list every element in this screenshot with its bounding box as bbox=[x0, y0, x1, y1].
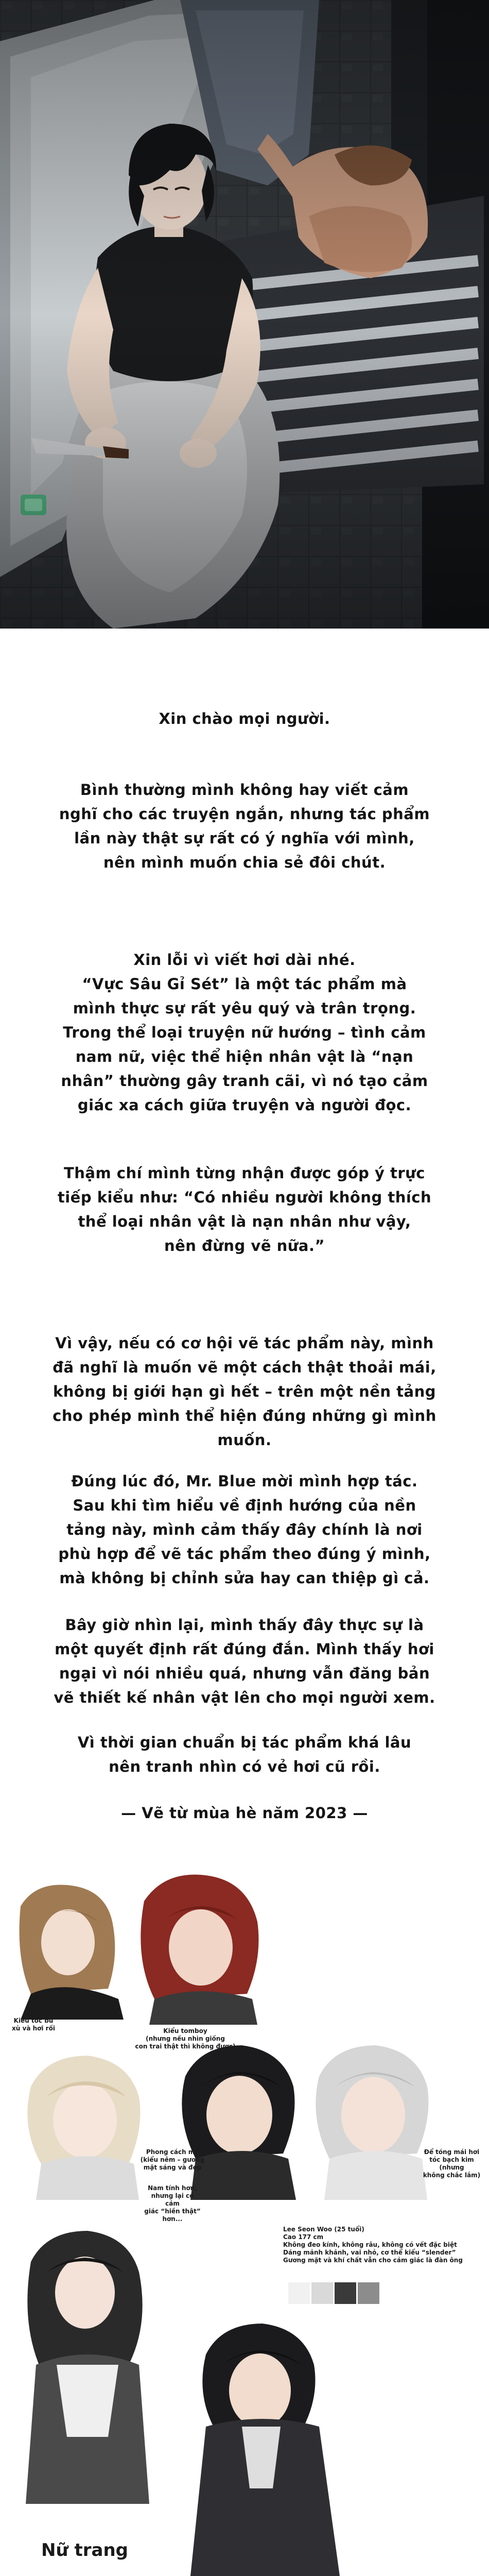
sketch-wavy-hair bbox=[20, 1885, 124, 2020]
sketch-dark-hair bbox=[182, 2045, 296, 2200]
note-line: Xin lỗi vì viết hơi dài nhé. bbox=[133, 951, 356, 969]
sketch-pale-bowl-cut bbox=[27, 2056, 140, 2200]
caption-masculine: Nam tính hơn, nhưng lại có cảm giác “hiền thật” hơn... bbox=[144, 2184, 201, 2223]
color-swatch bbox=[288, 2282, 310, 2304]
note-line: không bị giới hạn gì hết – trên một nền tảng bbox=[53, 1383, 436, 1400]
caption-profile: Lee Seon Woo (25 tuổi) Cao 177 cm Không đeo kính, không râu, không có vết đặc biệt Dáng mảnh khảnh, vai nhỏ, cơ thể kiểu “slender” Gương mặt và khí chất vẫn cho cảm giác là đàn ông bbox=[283, 2226, 463, 2264]
color-swatch bbox=[311, 2282, 333, 2304]
note-line: Thậm chí mình từng nhận được góp ý trực bbox=[64, 1164, 425, 1182]
note-line: lần này thật sự rất có ý nghĩa với mình, bbox=[74, 829, 415, 847]
note-line: tảng này, mình cảm thấy đây chính là nơi bbox=[66, 1521, 423, 1538]
note-line: Sau khi tìm hiểu về định hướng của nền bbox=[73, 1497, 416, 1514]
note-line: nên tranh nhìn có vẻ hơi cũ rồi. bbox=[109, 1758, 380, 1775]
author-note bbox=[0, 629, 489, 1870]
caption-pale-hair: Để tóng mái hơi tóc bạch kim (nhưng không chắc lắm) bbox=[423, 2148, 481, 2179]
caption-inner-hair: Phong cách mỹ (kiểu nêm – gương mặt sáng và đẹp bbox=[140, 2148, 205, 2171]
sketch-female-outfit bbox=[26, 2231, 149, 2504]
note-line: phù hợp để vẽ tác phẩm theo đúng ý mình, bbox=[58, 1545, 431, 1563]
note-line: cho phép mình thể hiện đúng những gì mình bbox=[53, 1407, 436, 1425]
note-line: Bây giờ nhìn lại, mình thấy đây thực sự là bbox=[65, 1616, 424, 1634]
note-line: nam nữ, việc thể hiện nhân vật là “nạn bbox=[75, 1048, 414, 1065]
comic-illustration bbox=[0, 0, 489, 629]
note-line: đã nghĩ là muốn vẽ một cách thật thoải mái, bbox=[53, 1359, 436, 1376]
note-line: giác xa cách giữa truyện và người đọc. bbox=[77, 1096, 412, 1114]
caption-tomboy: Kiểu tomboy (nhưng nếu nhìn giống con trai thật thì không được) bbox=[135, 2027, 236, 2050]
note-line: nên mình muốn chia sẻ đôi chút. bbox=[103, 854, 386, 871]
note-line: nghĩ cho các truyện ngắn, nhưng tác phẩm bbox=[59, 805, 430, 823]
note-greeting: Xin chào mọi người. bbox=[159, 710, 330, 727]
color-swatch bbox=[335, 2282, 356, 2304]
note-line: mình thực sự rất yêu quý và trân trọng. bbox=[73, 999, 416, 1017]
note-line: mà không bị chỉnh sửa hay can thiệp gì cả. bbox=[59, 1569, 430, 1587]
note-line: vẽ thiết kế nhân vật lên cho mọi người xem. bbox=[54, 1689, 435, 1706]
note-line: “Vực Sâu Gỉ Sét” là một tác phẩm mà bbox=[82, 975, 407, 993]
note-line: nên đừng vẽ nữa.” bbox=[164, 1237, 325, 1255]
character-sketches bbox=[0, 1870, 489, 2576]
note-line: một quyết định rất đúng đắn. Mình thấy hơi bbox=[55, 1640, 434, 1658]
note-line: tiếp kiểu như: “Có nhiều người không thích bbox=[57, 1189, 432, 1206]
caption-wavy-hair: Kiểu tóc bù xù và hơi rối bbox=[12, 2017, 55, 2032]
sketch-platinum-hair bbox=[316, 2045, 428, 2200]
note-line: thể loại nhân vật là nạn nhân như vậy, bbox=[78, 1213, 411, 1230]
note-line: Đúng lúc đó, Mr. Blue mời mình hợp tác. bbox=[71, 1472, 418, 1490]
note-line: ngại vì nói nhiều quá, nhưng vẫn đăng bản bbox=[59, 1665, 430, 1682]
character-design-sheet bbox=[0, 1870, 489, 2576]
color-swatch bbox=[358, 2282, 379, 2304]
note-line: nhân” thường gây tranh cãi, vì nó tạo cảm bbox=[61, 1072, 428, 1090]
note-line: Trong thể loại truyện nữ hướng – tình cảm bbox=[63, 1024, 426, 1041]
note-line: muốn. bbox=[217, 1431, 272, 1449]
note-line: Vì thời gian chuẩn bị tác phẩm khá lâu bbox=[77, 1734, 412, 1751]
note-signature: — Vẽ từ mùa hè năm 2023 — bbox=[121, 1804, 368, 1822]
caption-female-outfit: Nữ trang bbox=[41, 2540, 129, 2561]
comic-panel-top bbox=[0, 0, 489, 629]
sketch-tomboy bbox=[141, 1875, 258, 2025]
note-line: Vì vậy, nếu có cơ hội vẽ tác phẩm này, mình bbox=[55, 1334, 434, 1352]
sketch-lee-seon-woo bbox=[190, 2324, 340, 2576]
note-line: Bình thường mình không hay viết cảm bbox=[80, 781, 409, 799]
